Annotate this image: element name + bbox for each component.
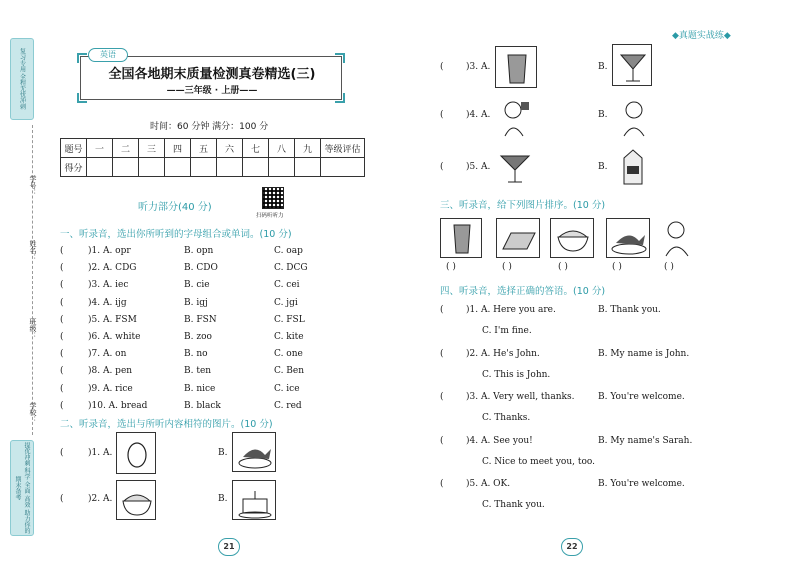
side-tab-bottom <box>10 440 34 536</box>
score-header-cell: 三 <box>139 139 165 158</box>
score-header-cell: 题号 <box>61 139 87 158</box>
side-tab-bottom-text: 提优冲刺 科学 全面 高效 助力你的期末备考 <box>14 442 30 534</box>
answer-paren[interactable]: ( <box>440 62 444 72</box>
question-number: )3. A. <box>466 62 491 72</box>
option-a: )1. A. Here you are. <box>466 305 556 315</box>
order-paren[interactable]: ( ) <box>502 262 512 272</box>
option-c: C. oap <box>274 246 303 256</box>
score-header-cell: 四 <box>165 139 191 158</box>
order-paren[interactable]: ( ) <box>558 262 568 272</box>
option-b: B. CDO <box>184 263 218 274</box>
side-tab-top-text: 复习专用 全程无忧冲刺 <box>18 48 26 110</box>
cocktail-icon <box>495 146 535 188</box>
option-b: B. <box>598 62 608 72</box>
option-a: )4. A. See you! <box>466 435 533 446</box>
question-number: )5. A. <box>466 162 491 172</box>
option-c: C. Ben <box>274 366 305 377</box>
option-c: C. Thank you. <box>482 500 545 510</box>
option-c: C. cei <box>274 280 300 291</box>
score-input-cell[interactable] <box>321 158 365 177</box>
option-a: )10. A. bread <box>88 400 148 411</box>
binding-line <box>32 125 33 435</box>
question-number: )1. A. <box>88 448 113 458</box>
option-b: B. nice <box>184 383 216 394</box>
option-b: B. My name is John. <box>598 348 690 359</box>
exam-subtitle: ——三年级 · 上册—— <box>166 86 258 96</box>
name-label: 姓名： <box>29 240 37 261</box>
score-input-cell[interactable] <box>243 158 269 177</box>
title-box <box>80 56 342 100</box>
option-b: B. ten <box>184 366 212 377</box>
option-a: )1. A. opr <box>88 246 131 256</box>
option-c: C. Thanks. <box>482 413 531 423</box>
option-b: B. My name's Sarah. <box>598 435 693 446</box>
option-c: C. ice <box>274 383 300 394</box>
subject-badge: 英语 <box>88 48 128 62</box>
answer-paren[interactable]: ( <box>440 305 444 315</box>
qr-code-icon[interactable] <box>262 187 284 209</box>
option-b: B. You're welcome. <box>598 479 685 489</box>
section3-title: 三、听录音，给下列图片排序。(10 分) <box>440 200 606 211</box>
option-c: C. one <box>274 349 303 360</box>
option-a: )8. A. pen <box>88 366 133 377</box>
option-b: B. no <box>184 349 208 360</box>
option-c: C. FSL <box>274 314 305 325</box>
score-header-cell: 一 <box>87 139 113 158</box>
juice-image <box>612 44 652 86</box>
answer-paren[interactable]: ( <box>440 479 444 489</box>
option-b: B. <box>598 110 608 120</box>
answer-paren[interactable]: ( <box>60 400 64 411</box>
option-a: )3. A. iec <box>88 280 129 291</box>
answer-paren[interactable]: ( <box>60 349 64 360</box>
score-header-cell: 九 <box>295 139 321 158</box>
listening-title: 听力部分(40 分) <box>138 202 212 213</box>
girl-icon <box>660 218 696 258</box>
fish-icon <box>607 219 651 259</box>
option-a: )9. A. rice <box>88 383 133 394</box>
order-paren[interactable]: ( ) <box>446 262 456 272</box>
section4-title: 四、听录音，选择正确的答语。(10 分) <box>440 286 606 297</box>
juice-glass-icon <box>613 45 653 87</box>
answer-paren[interactable]: ( <box>60 494 64 504</box>
page-number-left: 21 <box>223 542 235 551</box>
glass-icon <box>441 219 483 259</box>
bread-icon <box>497 219 541 259</box>
option-c: C. kite <box>274 332 304 342</box>
score-header-cell: 八 <box>269 139 295 158</box>
seq-image-glass <box>440 218 482 258</box>
option-b: B. <box>218 494 228 504</box>
class-label: 班级： <box>29 318 37 339</box>
drinking-image <box>495 96 537 138</box>
score-header-cell: 六 <box>217 139 243 158</box>
rice-bowl-icon <box>551 219 595 259</box>
answer-paren[interactable]: ( <box>60 297 64 308</box>
answer-paren[interactable]: ( <box>440 110 444 120</box>
score-input-cell[interactable] <box>217 158 243 177</box>
score-table <box>60 138 365 177</box>
milk-carton-icon <box>618 146 648 188</box>
milk-image <box>618 146 648 188</box>
score-input-cell[interactable] <box>165 158 191 177</box>
section1-title: 一、听录音，选出你所听到的字母组合或单词。(10 分) <box>60 229 292 240</box>
score-input-cell[interactable] <box>269 158 295 177</box>
question-number: )2. A. <box>88 494 113 504</box>
order-paren[interactable]: ( ) <box>664 262 674 272</box>
option-a: )7. A. on <box>88 349 127 360</box>
rice-image <box>116 480 156 520</box>
option-b: B. FSN <box>184 314 217 325</box>
eating-person-icon <box>612 96 652 138</box>
option-b: B. You're welcome. <box>598 392 685 402</box>
option-c: C. DCG <box>274 263 308 274</box>
option-a: )4. A. ijg <box>88 297 127 308</box>
seq-image-girl <box>660 218 696 258</box>
exam-title: 全国各地期末质量检测真卷精选(三) <box>108 67 316 82</box>
seq-image-fish <box>606 218 650 258</box>
option-c: C. Nice to meet you, too. <box>482 456 596 467</box>
option-c: C. jgi <box>274 297 298 308</box>
fish-icon <box>233 433 277 473</box>
seq-image-bread <box>496 218 540 258</box>
score-input-cell[interactable] <box>139 158 165 177</box>
option-a: )2. A. CDG <box>88 263 137 274</box>
cake-image <box>232 480 276 520</box>
rice-bowl-icon <box>117 481 157 521</box>
exam-meta: 时间：60 分钟 满分：100 分 <box>150 122 269 132</box>
score-header-cell: 七 <box>243 139 269 158</box>
option-a: )3. A. Very well, thanks. <box>466 392 575 402</box>
option-c: C. This is John. <box>482 369 551 380</box>
option-c: C. red <box>274 400 302 411</box>
score-input-cell[interactable] <box>295 158 321 177</box>
juice-glass-image <box>495 146 535 188</box>
glass-image <box>495 46 537 88</box>
option-a: )6. A. white <box>88 332 141 342</box>
egg-icon <box>117 433 157 475</box>
option-b: B. igj <box>184 297 208 308</box>
option-b: B. <box>598 162 608 172</box>
seq-image-rice <box>550 218 594 258</box>
answer-paren[interactable]: ( <box>60 263 64 274</box>
score-header-cell: 五 <box>191 139 217 158</box>
page-header-tag: ◆真题实战练◆ <box>672 31 731 41</box>
drinking-person-icon <box>495 96 537 138</box>
answer-paren[interactable]: ( <box>60 448 64 458</box>
answer-paren[interactable]: ( <box>440 435 444 446</box>
answer-paren[interactable]: ( <box>440 348 444 359</box>
option-b: B. black <box>184 400 221 411</box>
answer-paren[interactable]: ( <box>60 280 64 291</box>
fish-plate-image <box>232 432 276 472</box>
answer-paren[interactable]: ( <box>60 246 64 256</box>
student-id-label: 学号： <box>29 175 37 196</box>
answer-paren[interactable]: ( <box>440 392 444 402</box>
option-b: B. zoo <box>184 332 212 342</box>
school-label: 学校： <box>29 402 37 423</box>
cake-icon <box>233 481 277 521</box>
eating-image <box>612 96 652 138</box>
score-row-label: 得分 <box>61 158 87 177</box>
score-input-cell[interactable] <box>113 158 139 177</box>
option-b: B. <box>218 448 228 458</box>
option-c: C. I'm fine. <box>482 326 532 336</box>
answer-paren[interactable]: ( <box>60 332 64 342</box>
answer-paren[interactable]: ( <box>440 162 444 172</box>
score-header-cell: 二 <box>113 139 139 158</box>
order-paren[interactable]: ( ) <box>612 262 622 272</box>
side-tab-top <box>10 38 34 120</box>
glass-icon <box>496 47 538 89</box>
option-a: )2. A. He's John. <box>466 348 540 359</box>
answer-paren[interactable]: ( <box>60 366 64 377</box>
page-number-right: 22 <box>566 542 578 551</box>
section2-title: 二、听录音，选出与所听内容相符的图片。(10 分) <box>60 419 273 430</box>
answer-paren[interactable]: ( <box>60 383 64 394</box>
option-a: )5. A. OK. <box>466 479 511 489</box>
option-b: B. cie <box>184 280 210 291</box>
question-number: )4. A. <box>466 110 491 120</box>
score-input-cell[interactable] <box>191 158 217 177</box>
answer-paren[interactable]: ( <box>60 314 64 325</box>
score-input-cell[interactable] <box>87 158 113 177</box>
egg-image <box>116 432 156 474</box>
option-b: B. Thank you. <box>598 305 661 315</box>
option-b: B. opn <box>184 246 214 256</box>
score-header-cell: 等级评估 <box>321 139 365 158</box>
option-a: )5. A. FSM <box>88 314 137 325</box>
qr-label: 扫码听听力 <box>256 213 284 219</box>
